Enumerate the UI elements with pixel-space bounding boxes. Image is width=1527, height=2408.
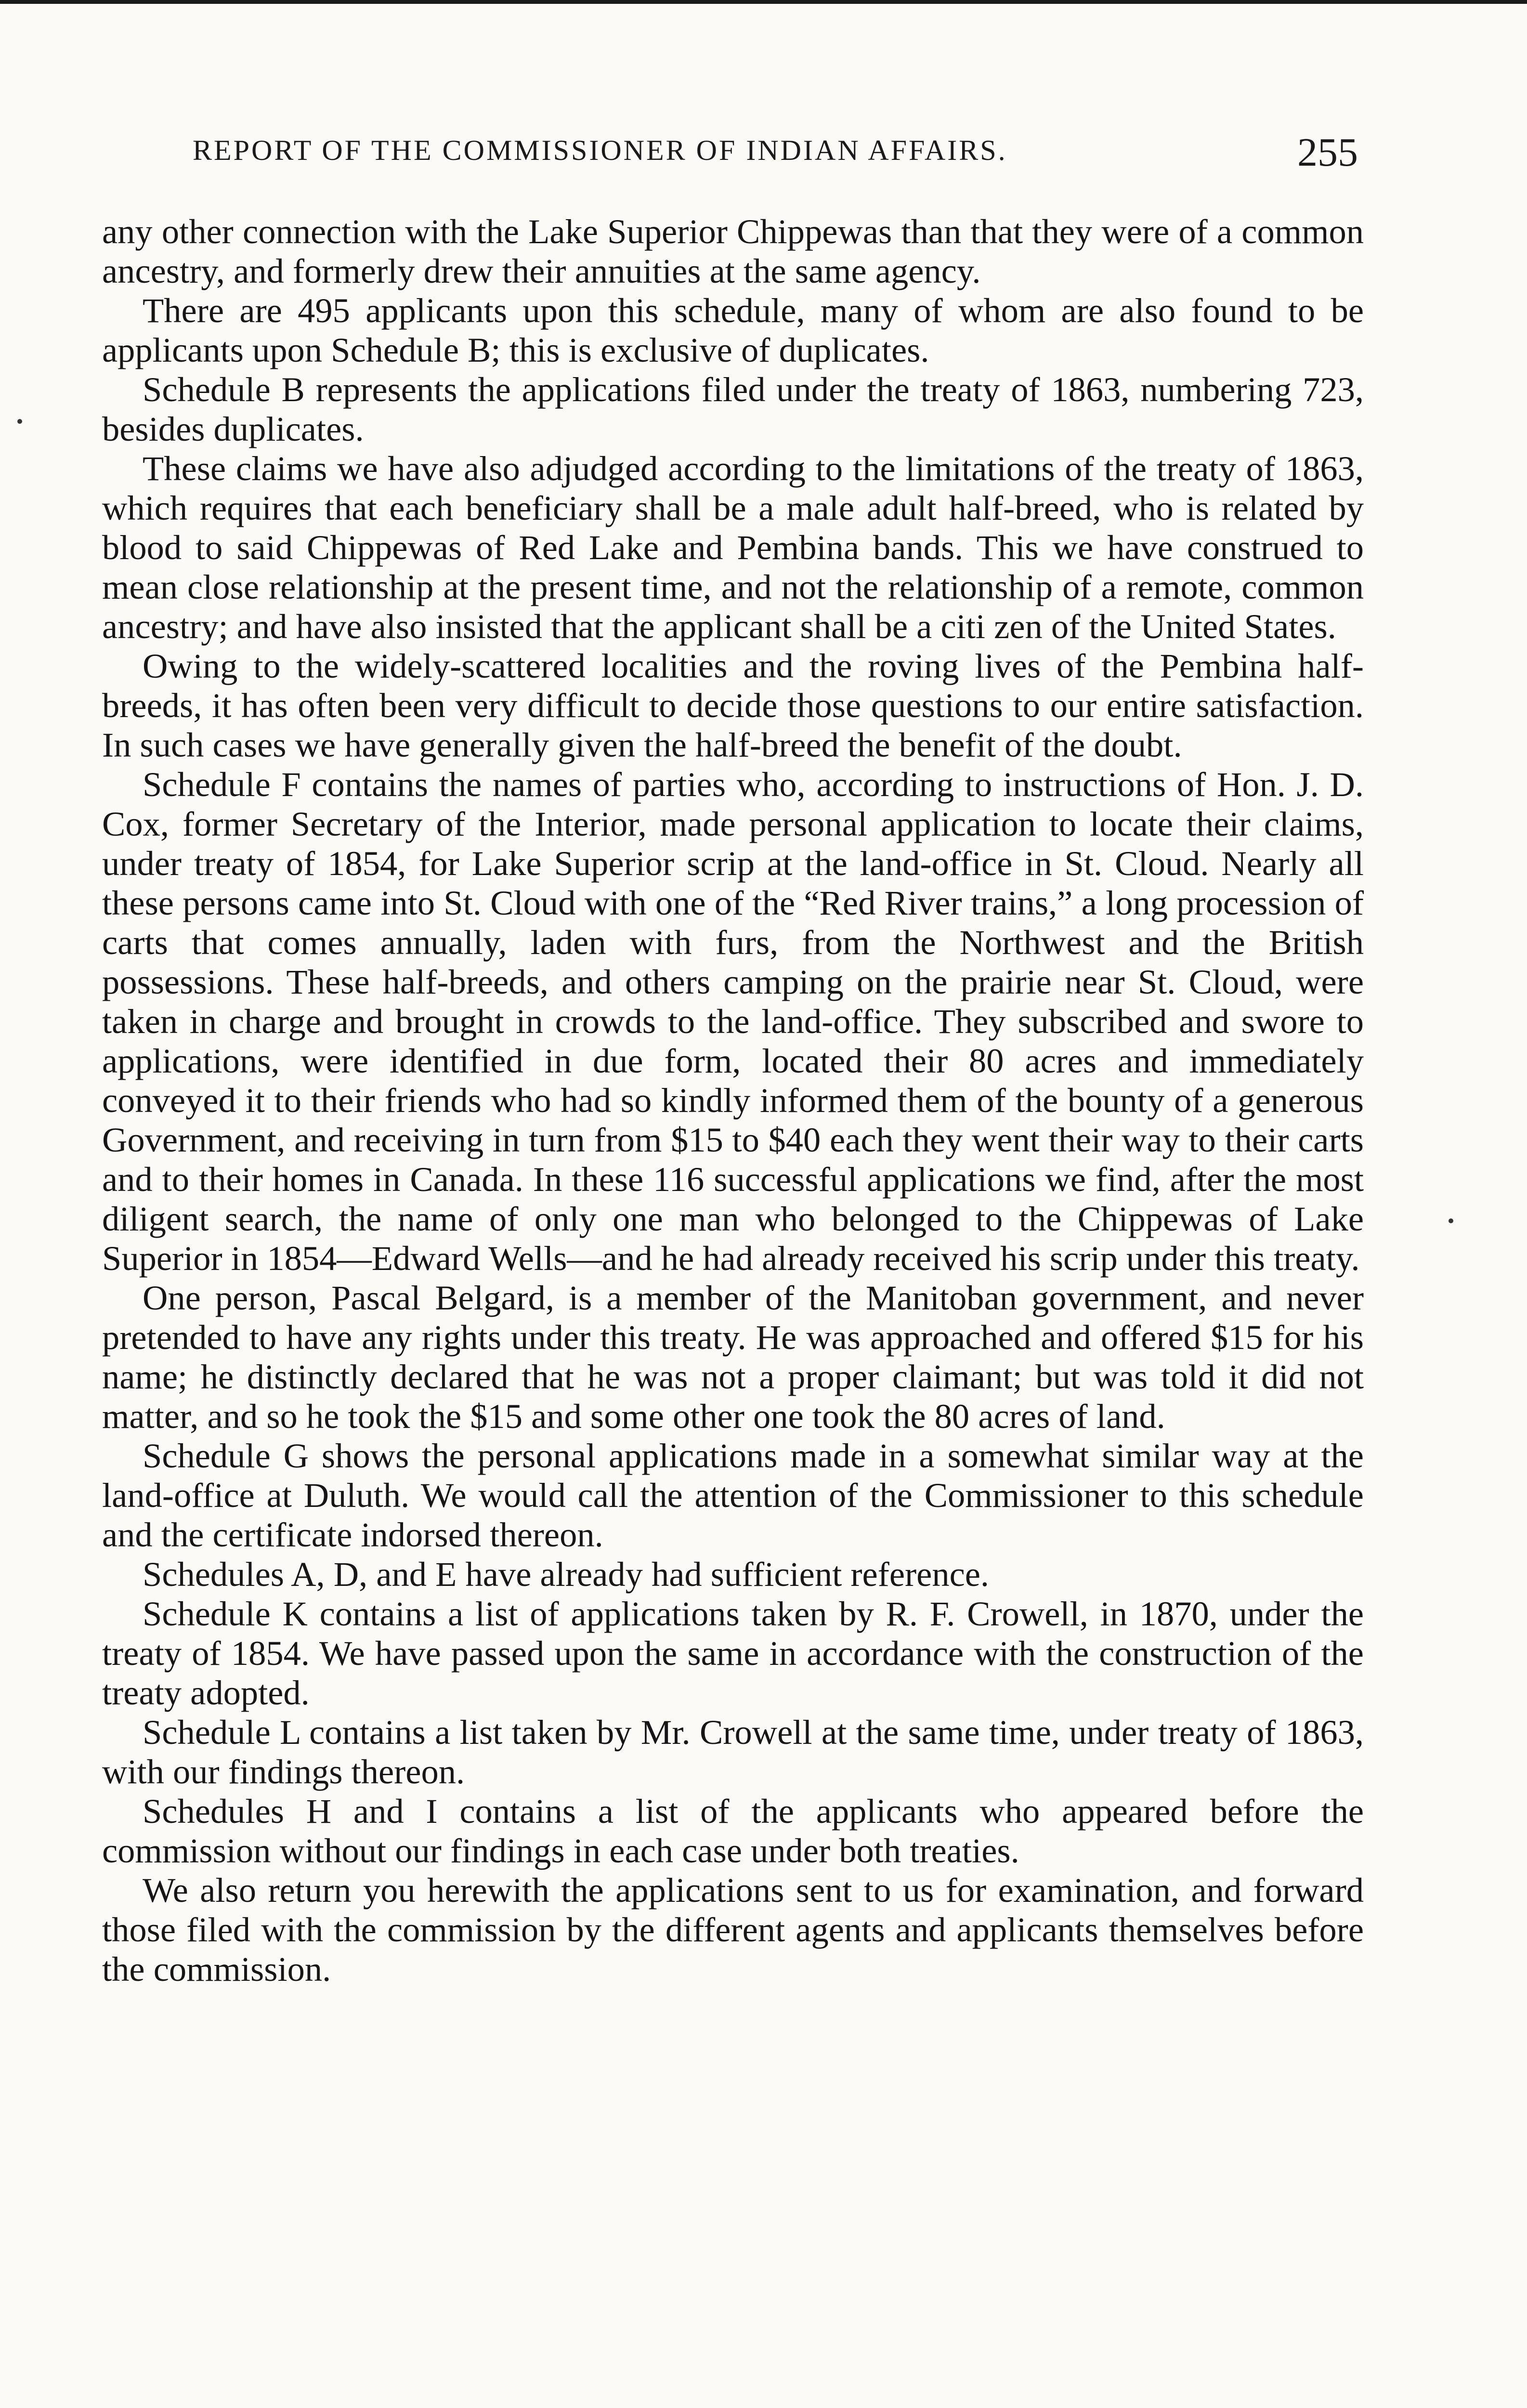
running-title: REPORT OF THE COMMISSIONER OF INDIAN AFFAIRS. bbox=[193, 134, 1007, 166]
paragraph: Schedule K contains a list of applications taken by R. F. Crowell, in 1870, under the treaty of 1854. We have passed upon the same in accordance with the construction of the treaty adopted. bbox=[102, 1594, 1364, 1712]
page-number: 255 bbox=[1297, 130, 1358, 175]
paragraph: Schedule G shows the personal applications made in a somewhat similar way at the land-office at Duluth. We would call the attention of the Commissioner to this schedule and the certificate indorsed thereon. bbox=[102, 1436, 1364, 1554]
paragraph: We also return you herewith the applications sent to us for examination, and forward those filed with the commission by the different agents and applicants themselves before the commission. bbox=[102, 1871, 1364, 1989]
body-text bbox=[102, 212, 1364, 1989]
ink-speck bbox=[1449, 1218, 1453, 1223]
paragraph: These claims we have also adjudged according to the limitations of the treaty of 1863, which requires that each beneficiary shall be a male adult half-breed, who is related by blood to said Chippewas of Red Lake and Pembina bands. This we have construed to mean close relationship at the present time, and not the relationship of a remote, common ancestry; and have also insisted that the applicant shall be a citi zen of the United States. bbox=[102, 449, 1364, 646]
paragraph: Schedule L contains a list taken by Mr. Crowell at the same time, under treaty of 1863, with our findings thereon. bbox=[102, 1713, 1364, 1791]
paragraph: Schedules A, D, and E have already had sufficient reference. bbox=[143, 1555, 990, 1594]
ink-speck bbox=[17, 419, 22, 424]
paragraph: Schedule F contains the names of parties who, according to instructions of Hon. J. D. Cox, former Secretary of the Interior, made personal application to locate their claims, under treaty of 1854, for Lake Superior scrip at the land-office in St. Cloud. Nearly all these persons came into St. Cloud with one of the “Red River trains,” a long procession of carts that comes annually, laden with furs, from the Northwest and the British possessions. These half-breeds, and others camping on the prairie near St. Cloud, were taken in charge and brought in crowds to the land-office. They subscribed and swore to applications, were identified in due form, located their 80 acres and immediately conveyed it to their friends who had so kindly informed them of the bounty of a generous Government, and receiving in turn from $15 to $40 each they went their way to their carts and to their homes in Canada. In these 116 successful applications we find, after the most diligent search, the name of only one man who belonged to the Chippewas of Lake Superior in 1854—Edward Wells—and he had already received his scrip under this treaty. bbox=[102, 765, 1364, 1278]
paragraph: One person, Pascal Belgard, is a member of the Manitoban government, and never pretended to have any rights under this treaty. He was approached and offered $15 for his name; he distinctly declared that he was not a proper claimant; but was told it did not matter, and so he took the $15 and some other one took the 80 acres of land. bbox=[102, 1278, 1364, 1436]
paragraph: Schedules H and I contains a list of the applicants who appeared before the commission without our findings in each case under both treaties. bbox=[102, 1792, 1364, 1870]
scan-edge bbox=[0, 0, 1527, 4]
paragraph: any other connection with the Lake Superior Chippewas than that they were of a common ancestry, and formerly drew their annuities at the same agency. bbox=[102, 212, 1364, 290]
paragraph: Schedule B represents the applications filed under the treaty of 1863, numbering 723, besides duplicates. bbox=[102, 370, 1364, 448]
paragraph: There are 495 applicants upon this schedule, many of whom are also found to be applicants upon Schedule B; this is exclusive of duplicates. bbox=[102, 291, 1364, 369]
running-header bbox=[193, 129, 1358, 182]
paragraph: Owing to the widely-scattered localities and the roving lives of the Pembina half-breeds, it has often been very difficult to decide those questions to our entire satisfaction. In such cases we have generally given the half-breed the benefit of the doubt. bbox=[102, 646, 1364, 764]
